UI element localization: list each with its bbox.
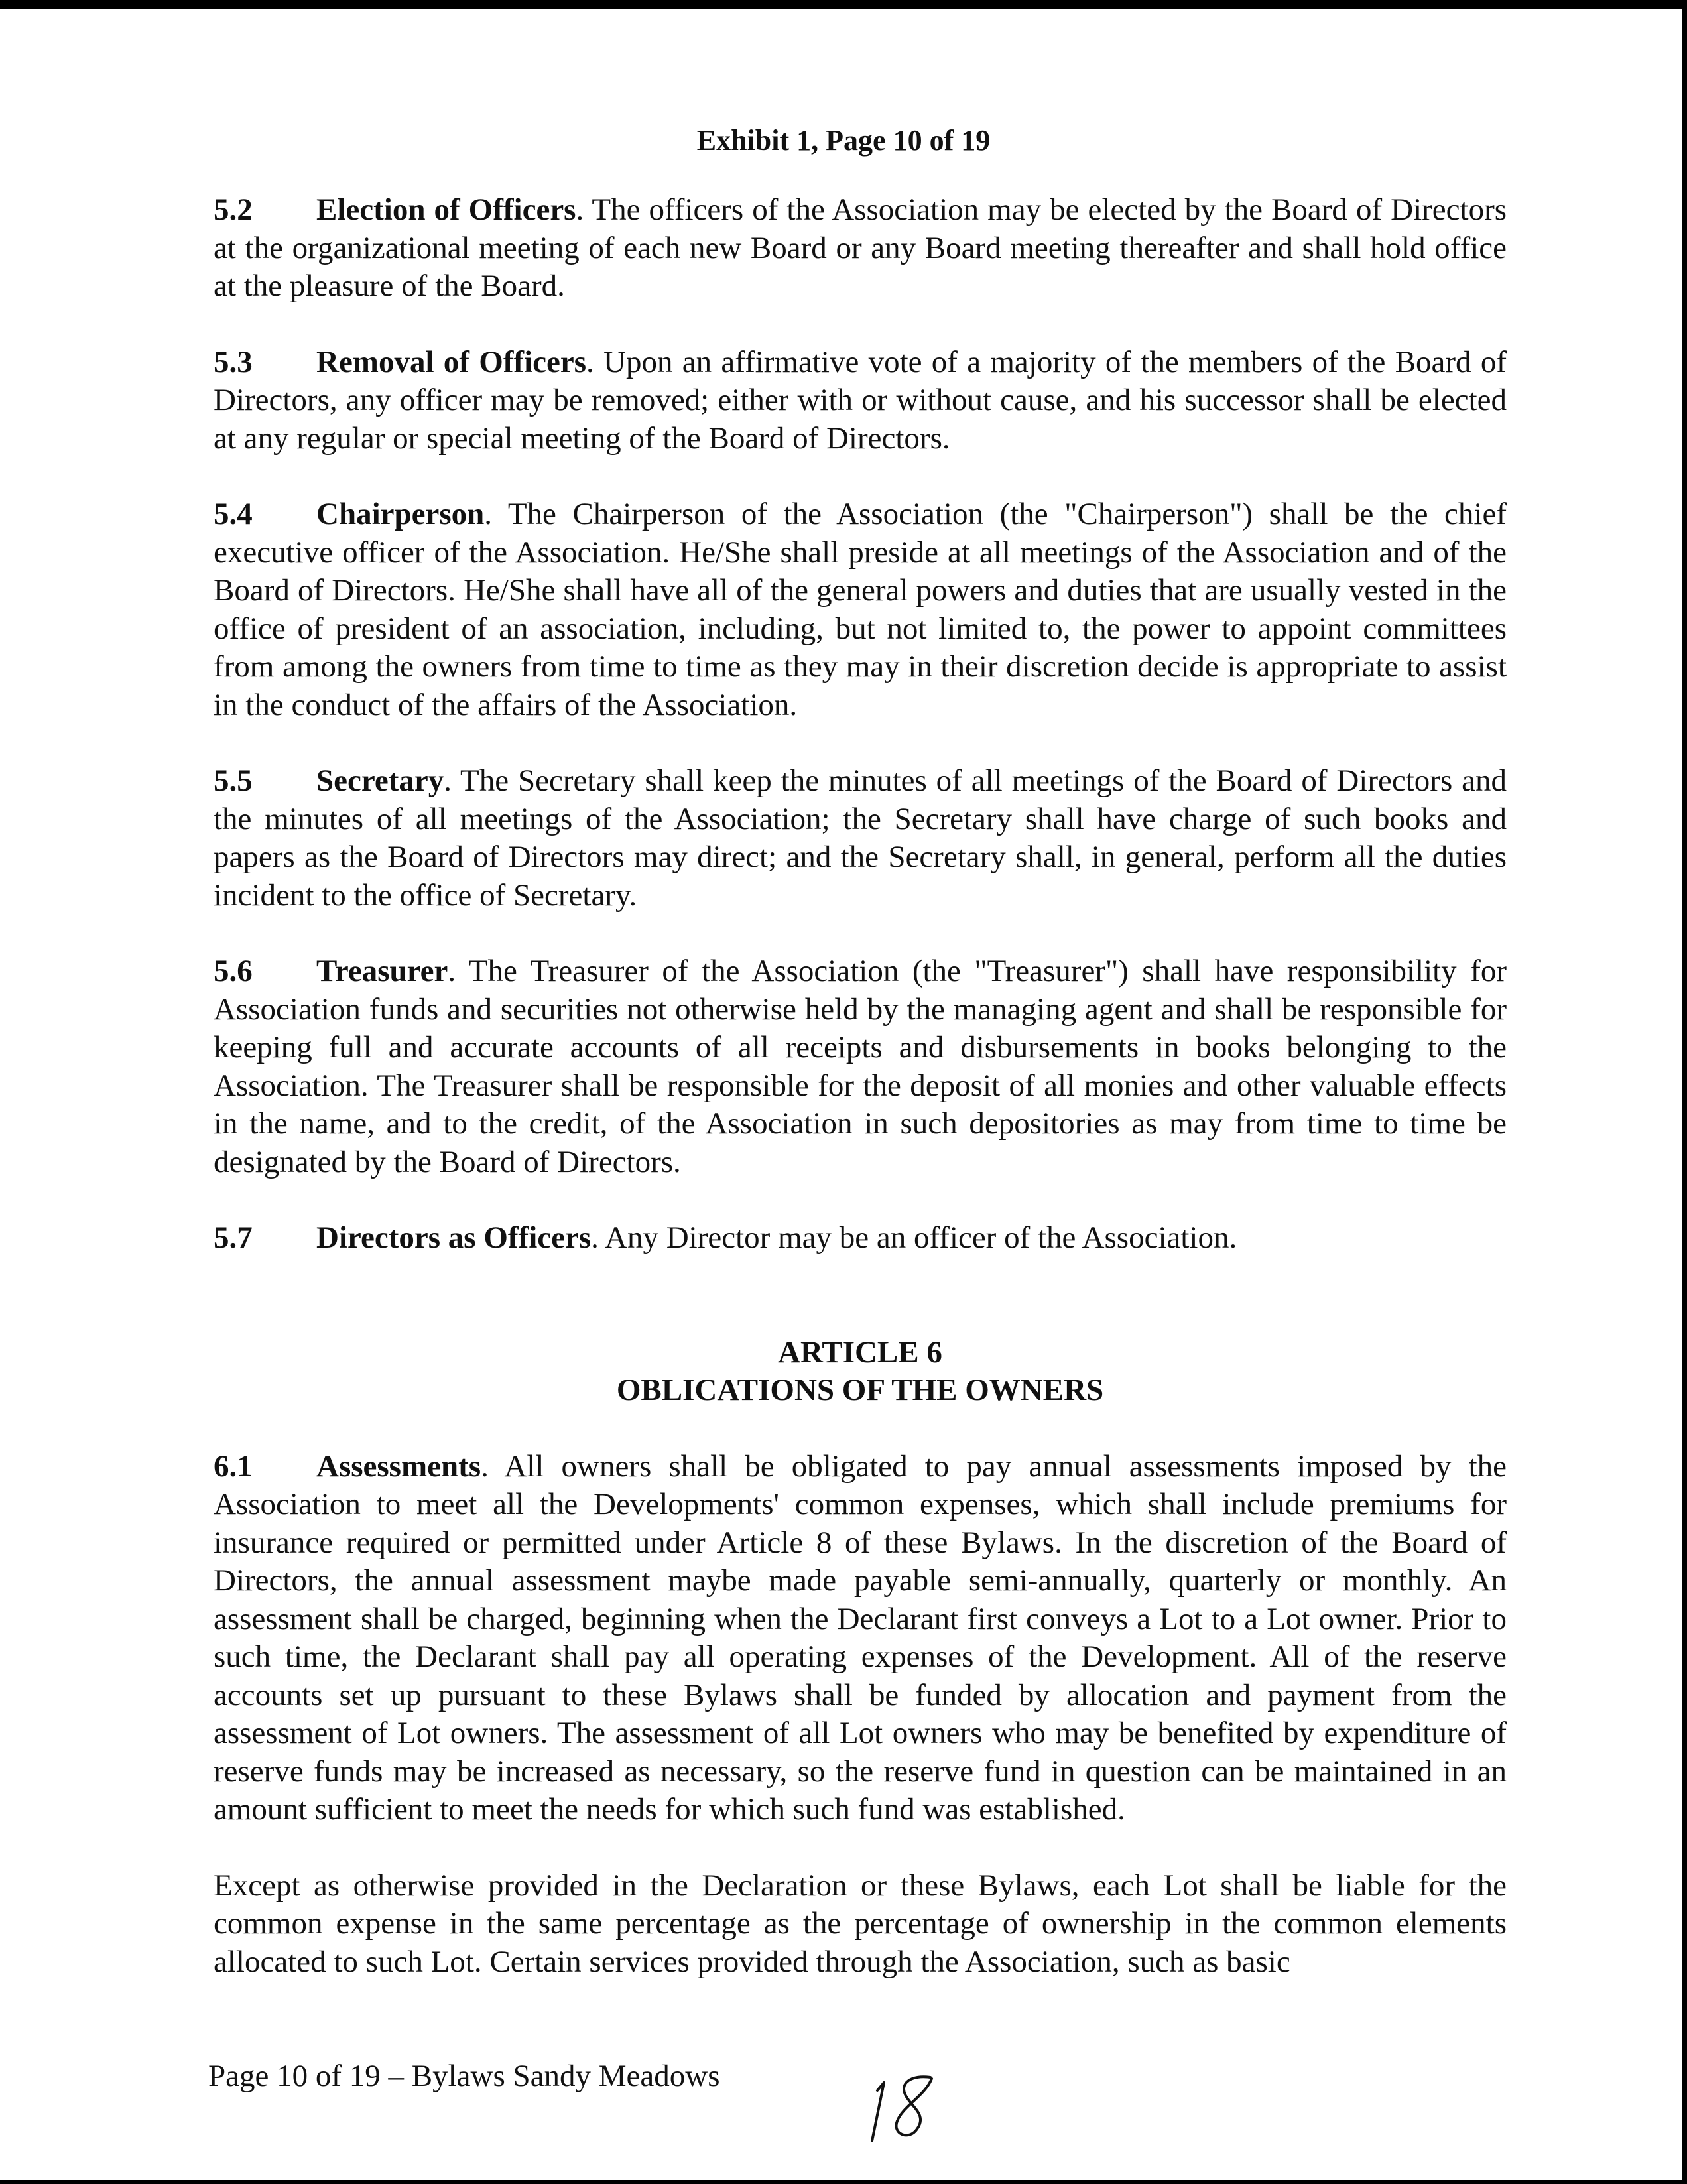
section-number: 6.1 — [214, 1448, 253, 1484]
section-text: . The officers of the Association may be elected by the Board of Directors at the organizational meeting of each new Board or any Board meeting thereafter and shall hold office at the pleasure of the Board. — [214, 192, 1507, 303]
document-body — [214, 191, 1507, 2019]
section-text: . Any Director may be an officer of the Association. — [591, 1220, 1237, 1255]
handwritten-page-number — [859, 2063, 945, 2149]
section-text: . The Treasurer of the Association (the "Treasurer") shall have responsibility for Association funds and securities not otherwise held by the managing agent and shall be responsible for keeping full and accurate accounts of all receipts and disbursements in books belonging to the Association. The Treasurer shall be responsible for the deposit of all monies and other valuable effects in the name, and to the credit, of the Association in such depositories as may from time to time be designated by the Board of Directors. — [214, 954, 1507, 1179]
section-title: Election of Officers — [316, 192, 576, 227]
article-heading — [214, 1334, 1507, 1410]
section-title: Assessments — [316, 1448, 481, 1484]
section-text: . All owners shall be obligated to pay annual assessments imposed by the Association to meet all the Developments' common expenses, which shall include premiums for insurance required or permitted under Article 8 of these Bylaws. In the discretion of the Board of Directors, the annual assessment maybe made payable semi-annually, quarterly or monthly. An assessment shall be charged, beginning when the Declarant first conveys a Lot to a Lot owner. Prior to such time, the Declarant shall pay all operating expenses of the Development. All of the reserve accounts set up pursuant to these Bylaws shall be funded by allocation and payment from the assessment of Lot owners. The assessment of all Lot owners who may be benefited by expenditure of reserve funds may be increased as necessary, so the reserve fund in question can be maintained in an amount sufficient to meet the needs for which such fund was established. — [214, 1448, 1507, 1827]
page-footer: Page 10 of 19 – Bylaws Sandy Meadows — [208, 2059, 720, 2093]
section-5-4 — [214, 495, 1507, 724]
section-title: Treasurer — [316, 954, 448, 988]
section-number: 5.3 — [214, 344, 253, 379]
section-6-1 — [214, 1448, 1507, 1829]
section-5-7 — [214, 1219, 1507, 1257]
scan-border-right — [1682, 0, 1687, 2184]
scan-border-bottom — [0, 2180, 1687, 2184]
section-title: Removal of Officers — [316, 344, 587, 379]
page-header: Exhibit 1, Page 10 of 19 — [696, 124, 991, 157]
section-number: 5.2 — [214, 192, 253, 227]
section-number: 5.7 — [214, 1220, 253, 1255]
section-number: 5.5 — [214, 763, 253, 798]
section-number: 5.4 — [214, 497, 253, 531]
article-number: ARTICLE 6 — [778, 1334, 942, 1370]
section-text: . The Secretary shall keep the minutes of all meetings of the Board of Directors and the minutes of all meetings of the Association; the Secretary shall have charge of such books and papers as the Board of Directors may direct; and the Secretary shall, in general, perform all the duties incident to the office of Secretary. — [214, 763, 1507, 913]
paragraph-common-expense: Except as otherwise provided in the Declaration or these Bylaws, each Lot shall be liable for the common expense in the same percentage as the percentage of ownership in the common elements allocated to such Lot. Certain services provided through the Association, such as basic — [214, 1868, 1507, 1979]
section-text: . The Chairperson of the Association (the "Chairperson") shall be the chief executive officer of the Association. He/She shall preside at all meetings of the Association and of the Board of Directors. He/She shall have all of the general powers and duties that are usually vested in the office of president of an association, including, but not limited to, the power to appoint committees from among the owners from time to time as they may in their discretion decide is appropriate to assist in the conduct of the affairs of the Association. — [214, 497, 1507, 722]
section-number: 5.6 — [214, 954, 253, 988]
section-title: Secretary — [316, 763, 444, 798]
section-5-5 — [214, 762, 1507, 915]
section-5-2 — [214, 191, 1507, 306]
section-text: . Upon an affirmative vote of a majority of the members of the Board of Directors, any officer may be removed; either with or without cause, and his successor shall be elected at any regular or special meeting of the Board of Directors. — [214, 344, 1507, 456]
section-5-3 — [214, 344, 1507, 458]
section-5-6 — [214, 952, 1507, 1181]
section-title: Chairperson — [316, 497, 485, 531]
scan-border-top — [0, 0, 1687, 9]
article-title: OBLICATIONS OF THE OWNERS — [616, 1373, 1104, 1407]
section-title: Directors as Officers — [316, 1220, 592, 1255]
